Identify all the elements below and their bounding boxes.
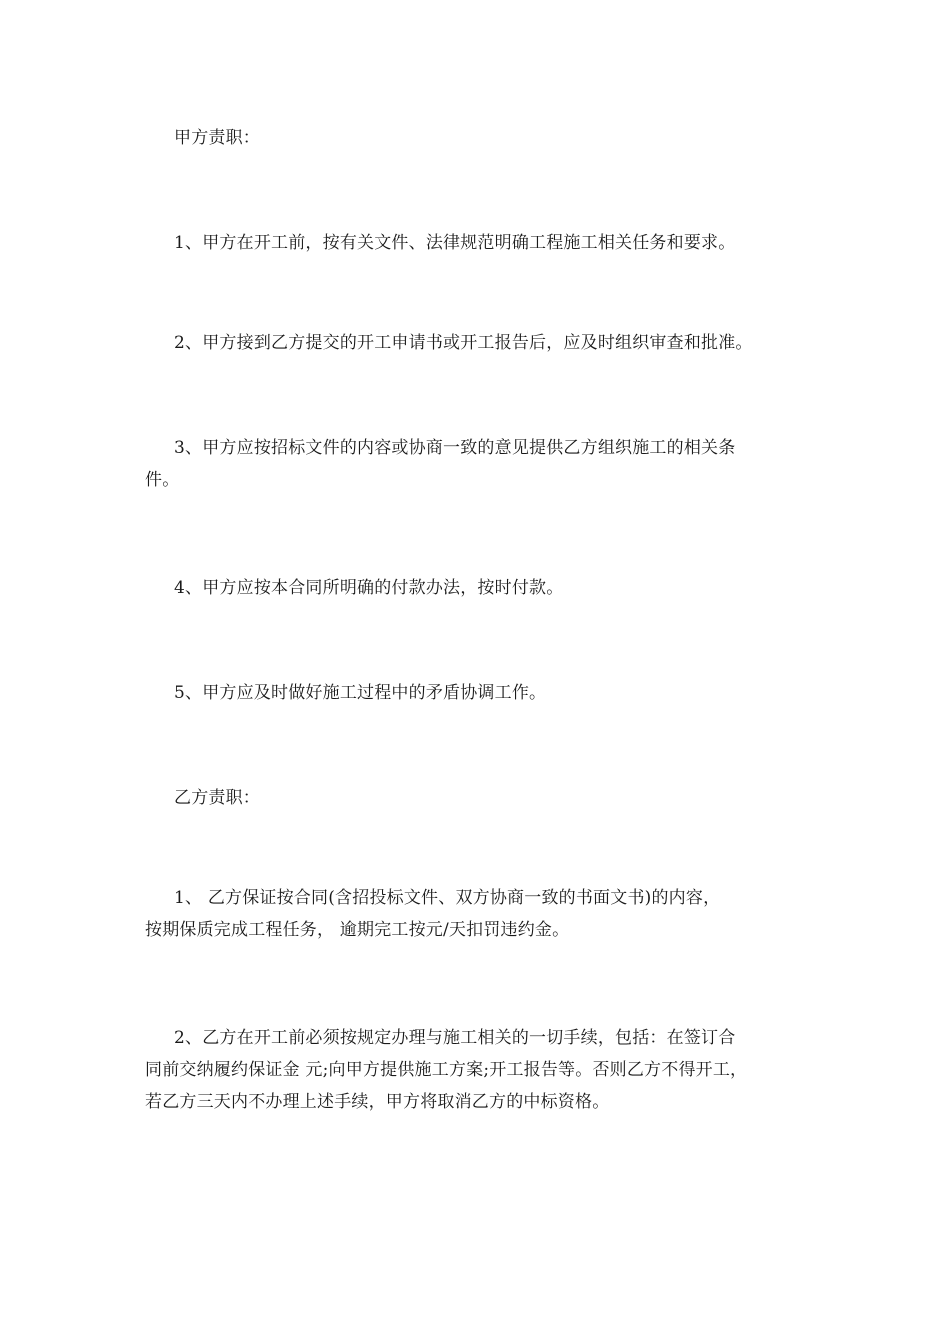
party-b-item-1-line-1: 1、 乙方保证按合同(含招投标文件、双方协商一致的书面文书)的内容， [174, 888, 721, 908]
party-a-item-2-line-1: 2、甲方接到乙方提交的开工申请书或开工报告后，应及时组织审查和批准。 [174, 333, 753, 353]
party-a-item-2 [145, 327, 810, 359]
party-b-item-2-line-3: 若乙方三天内不办理上述手续，甲方将取消乙方的中标资格。 [145, 1092, 610, 1112]
party-a-item-3 [145, 432, 810, 496]
party-b-heading [145, 782, 810, 814]
party-b-item-2 [145, 1022, 810, 1118]
party-b-item-2-line-2: 同前交纳履约保证金 元;向甲方提供施工方案;开工报告等。否则乙方不得开工， [145, 1060, 748, 1080]
party-a-heading [145, 122, 810, 154]
party-a-item-4-line-1: 4、甲方应按本合同所明确的付款办法，按时付款。 [174, 578, 564, 598]
party-a-item-1-line-1: 1、甲方在开工前，按有关文件、法律规范明确工程施工相关任务和要求。 [174, 233, 736, 253]
party-b-item-2-line-1: 2、乙方在开工前必须按规定办理与施工相关的一切手续，包括：在签订合 [174, 1028, 736, 1048]
party-a-heading-text: 甲方责职： [174, 128, 260, 148]
party-a-item-5-line-1: 5、甲方应及时做好施工过程中的矛盾协调工作。 [174, 683, 547, 703]
party-a-item-5 [145, 677, 810, 709]
party-b-item-1-line-2: 按期保质完成工程任务， 逾期完工按元/天扣罚违约金。 [145, 920, 570, 940]
party-b-heading-text: 乙方责职： [174, 788, 260, 808]
party-a-item-3-line-1: 3、甲方应按招标文件的内容或协商一致的意见提供乙方组织施工的相关条 [174, 438, 736, 458]
party-a-item-1 [145, 227, 810, 259]
party-a-item-4 [145, 572, 810, 604]
party-a-item-3-line-2: 件。 [145, 470, 180, 490]
party-b-item-1 [145, 882, 810, 946]
